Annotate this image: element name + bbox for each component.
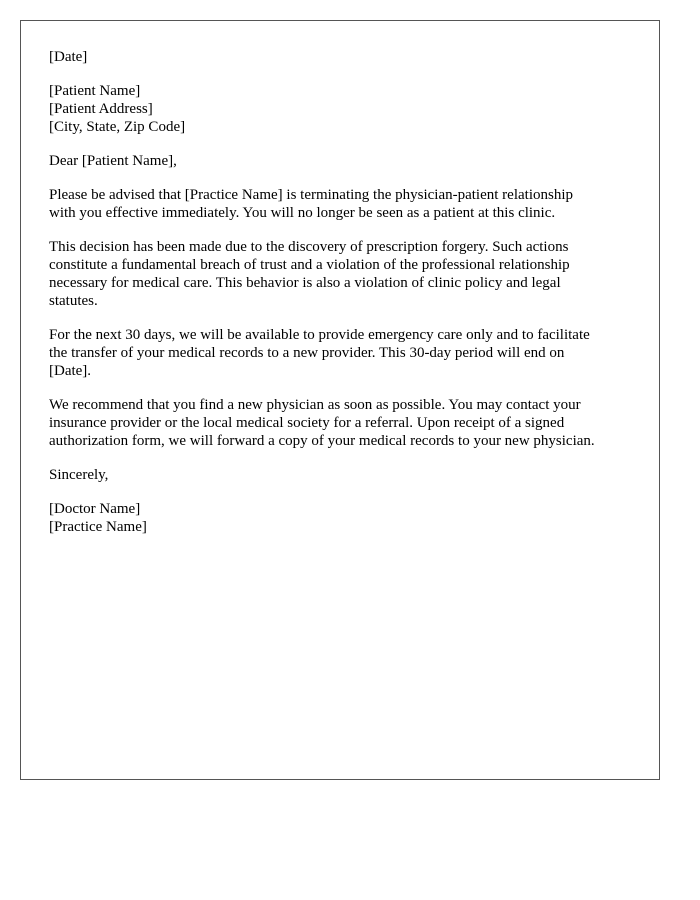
text-line: statutes. [49,293,98,309]
paragraph-recommendation [49,396,631,450]
paragraph-termination-notice [49,186,631,222]
paragraph-reason [49,238,631,310]
text-line: insurance provider or the local medical society for a referral. Upon receipt of a signed [49,415,565,431]
signature-block [49,500,631,536]
paragraph-transition-period [49,326,631,380]
patient-address: [Patient Address] [49,101,153,117]
practice-name: [Practice Name] [49,519,147,535]
text-line: the transfer of your medical records to a new provider. This 30-day period will end on [49,345,565,361]
closing-line: Sincerely, [49,467,109,483]
text-line: This decision has been made due to the discovery of prescription forgery. Such actions [49,239,569,255]
text-line: [Date]. [49,363,92,379]
closing [49,466,631,484]
letter-date [49,48,631,66]
text-line: constitute a fundamental breach of trust and a violation of the professional relationship [49,257,570,273]
salutation-line: Dear [Patient Name], [49,153,177,169]
text-line: Please be advised that [Practice Name] is terminating the physician-patient relationship [49,187,573,203]
recipient-address-block [49,82,631,136]
doctor-name: [Doctor Name] [49,501,141,517]
text-line: authorization form, we will forward a copy of your medical records to your new physician. [49,433,595,449]
patient-name: [Patient Name] [49,83,141,99]
date-line: [Date] [49,49,88,65]
text-line: with you effective immediately. You will no longer be seen as a patient at this clinic. [49,205,556,221]
text-line: We recommend that you find a new physician as soon as possible. You may contact your [49,397,581,413]
text-line: necessary for medical care. This behavior is also a violation of clinic policy and legal [49,275,561,291]
salutation [49,152,631,170]
patient-city-state-zip: [City, State, Zip Code] [49,119,186,135]
text-line: For the next 30 days, we will be available to provide emergency care only and to facilitate [49,327,590,343]
letter-page [20,20,660,780]
